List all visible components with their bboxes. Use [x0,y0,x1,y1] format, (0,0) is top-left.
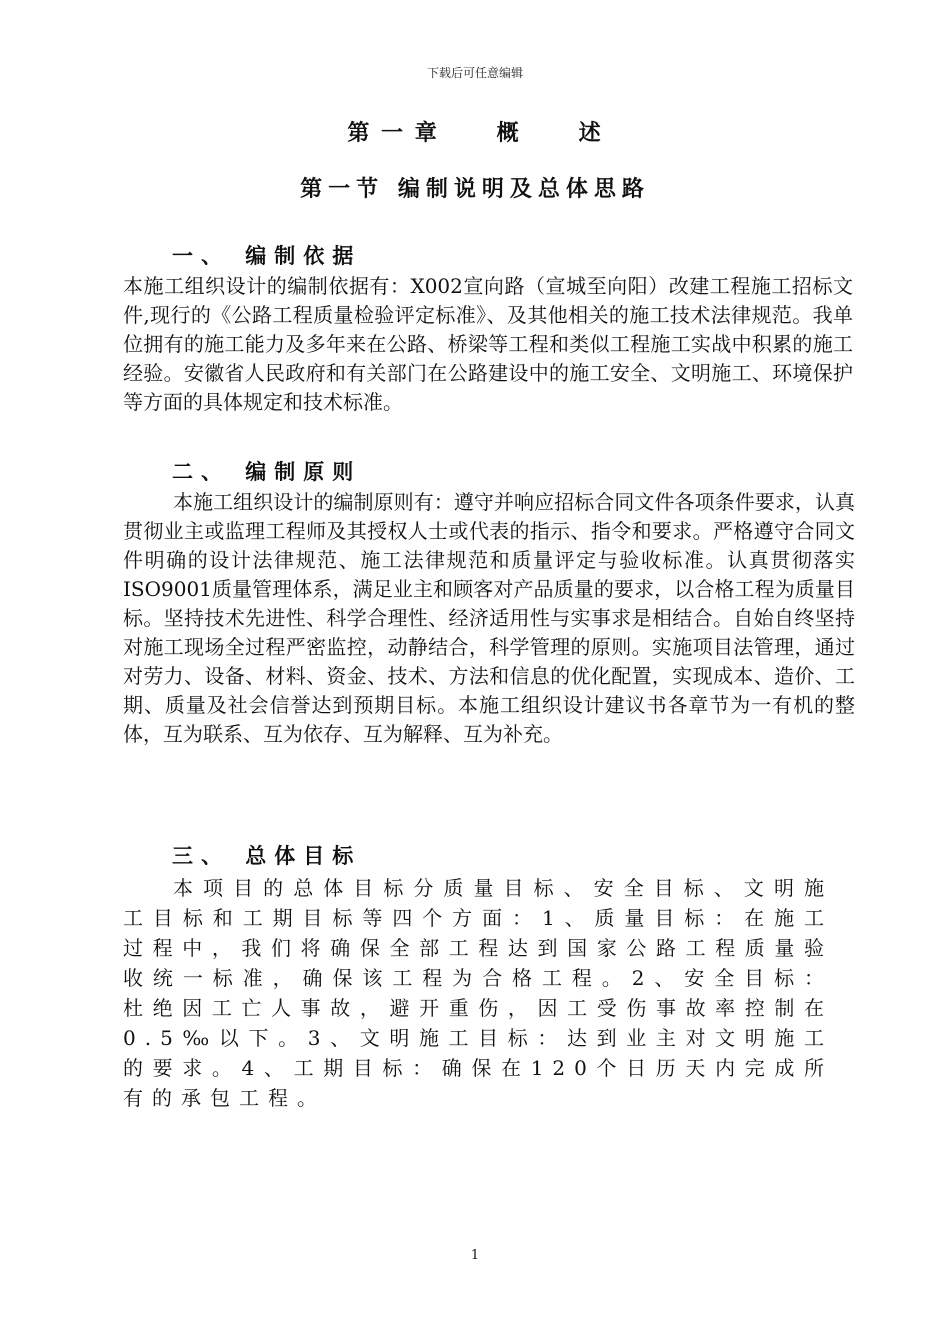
sub-heading-goals: 三、 总体目标 [172,844,362,868]
header-note: 下载后可任意编辑 [426,66,523,80]
paragraph-principles: 本施工组织设计的编制原则有：遵守并响应招标合同文件各项条件要求，认真贯彻业主或监理工程师及其授权人士或代表的指示、指令和要求。严格遵守合同文件明确的设计法律规范、施工法律规范和质量评定与验收标准。认真贯彻落实ISO9001质量管理体系，满足业主和顾客对产品质量的要求，以合格工程为质量目标。坚持技术先进性、科学合理性、经济适用性与实事求是相结合。自始自终坚持对施工现场全过程严密监控，动静结合，科学管理的原则。实施项目法管理，通过对劳力、设备、材料、资金、技术、方法和信息的优化配置，实现成本、造价、工期、质量及社会信誉达到预期目标。本施工组织设计建议书各章节为一有机的整体，互为联系、互为依存、互为解释、互为补充。 [123,490,855,746]
paragraph-basis: 本施工组织设计的编制依据有：X002宣向路（宣城至向阳）改建工程施工招标文件,现行的《公路工程质量检验评定标准》、及其他相关的施工技术法律规范。我单位拥有的施工能力及多年来在公路、桥梁等工程和类似工程施工实战中积累的施工经验。安徽省人民政府和有关部门在公路建设中的施工安全、文明施工、环境保护等方面的具体规定和技术标准。 [123,274,853,414]
sub-heading-basis: 一、 编制依据 [172,244,362,268]
chapter-title: 第 一 章 概 述 [347,121,603,146]
sub-heading-principles: 二、 编制原则 [172,460,362,484]
section-title: 第一节 编制说明及总体思路 [300,177,650,202]
paragraph-goals: 本项目的总体目标分质量目标、安全目标、文明施工目标和工期目标等四个方面：1、质量目标：在施工过程中，我们将确保全部工程达到国家公路工程质量验收统一标准，确保该工程为合格工程。2、安全目标：杜绝因工亡人事故，避开重伤，因工受伤事故率控制在0.5‰以下。3、文明施工目标：达到业主对文明施工的要求。4、工期目标：确保在120个日历天内完成所有的承包工程。 [123,876,833,1110]
page-number: 1 [470,1248,480,1263]
